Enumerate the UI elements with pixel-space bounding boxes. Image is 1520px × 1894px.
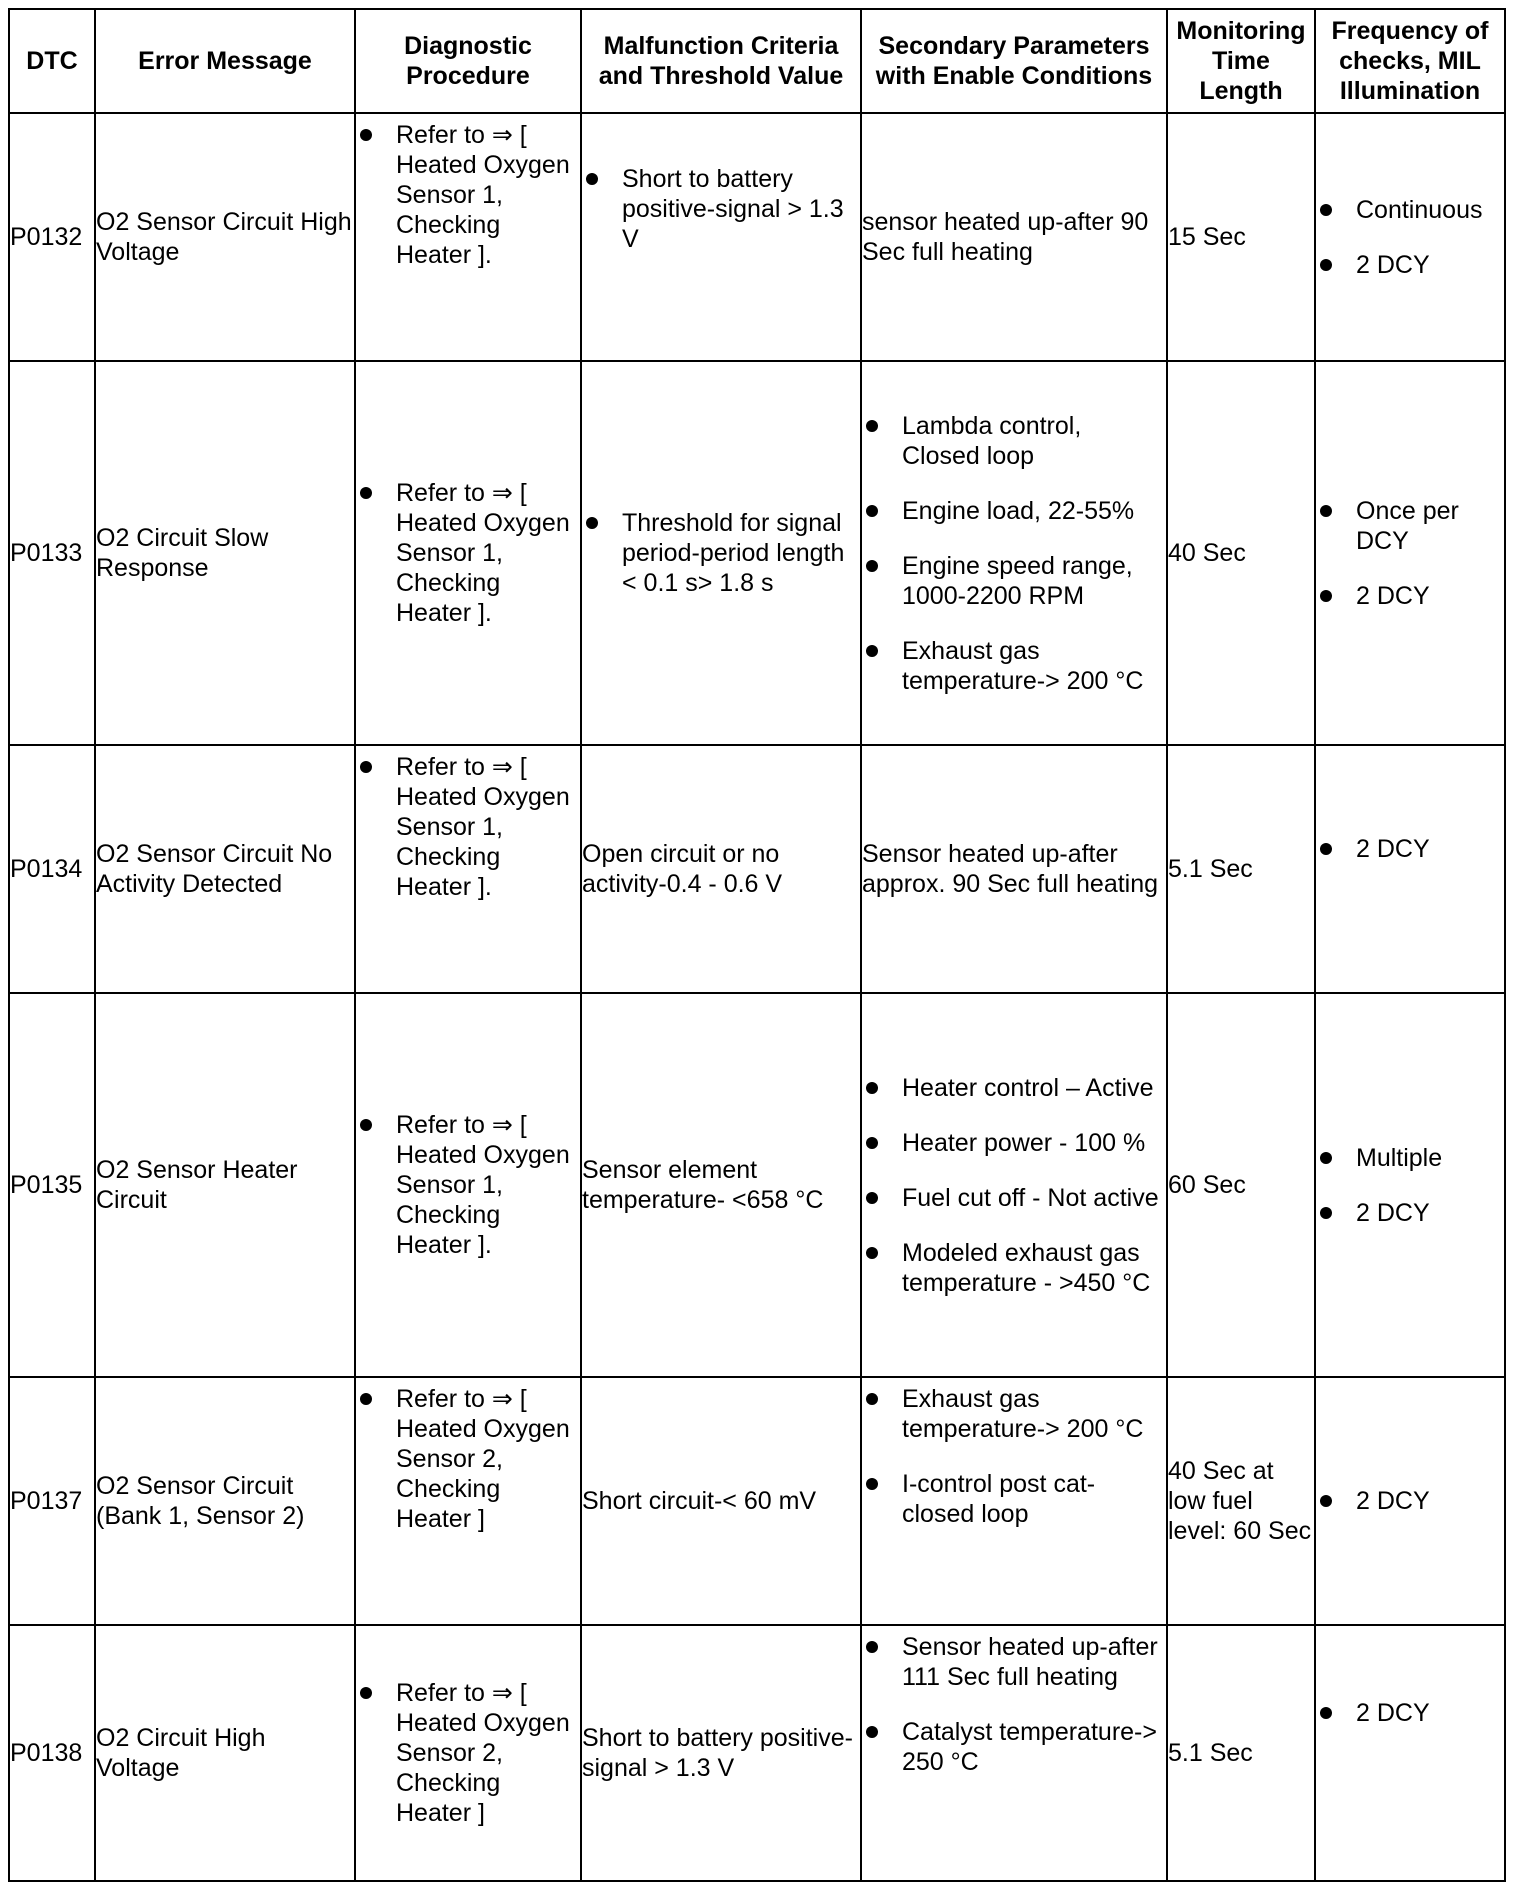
- list-item: I-control post cat-closed loop: [862, 1469, 1166, 1529]
- table-row: [9, 1625, 1505, 1881]
- dtc-table: [8, 8, 1506, 1882]
- frequency: [1315, 113, 1505, 361]
- header-monitoring-time: Monitoring Time Length: [1167, 9, 1315, 113]
- monitoring-time: 15 Sec: [1167, 113, 1315, 361]
- table-row: [9, 745, 1505, 993]
- secondary-parameters: [861, 1377, 1167, 1625]
- error-message: O2 Sensor Heater Circuit: [95, 993, 355, 1377]
- malfunction-criteria: Sensor element temperature- <658 °C: [581, 993, 861, 1377]
- list-item: Exhaust gas temperature-> 200 °C: [862, 636, 1166, 696]
- error-message: O2 Circuit Slow Response: [95, 361, 355, 745]
- header-error-message: Error Message: [95, 9, 355, 113]
- diagnostic-procedure: [355, 745, 581, 993]
- header-dtc: DTC: [9, 9, 95, 113]
- table-row: [9, 361, 1505, 745]
- list-item: Exhaust gas temperature-> 200 °C: [862, 1384, 1166, 1444]
- secondary-parameters: [861, 993, 1167, 1377]
- frequency: [1315, 993, 1505, 1377]
- malfunction-criteria: Open circuit or no activity-0.4 - 0.6 V: [581, 745, 861, 993]
- secondary-parameters: Sensor heated up-after approx. 90 Sec full heating: [861, 745, 1167, 993]
- error-message: O2 Sensor Circuit (Bank 1, Sensor 2): [95, 1377, 355, 1625]
- list-item: Refer to ⇒ [ Heated Oxygen Sensor 1, Checking Heater ].: [356, 478, 580, 628]
- list-item: 2 DCY: [1316, 1486, 1504, 1516]
- list-item: Refer to ⇒ [ Heated Oxygen Sensor 2, Checking Heater ]: [356, 1678, 580, 1828]
- header-row: [9, 9, 1505, 113]
- list-item: Engine speed range, 1000-2200 RPM: [862, 551, 1166, 611]
- dtc-code: P0138: [9, 1625, 95, 1881]
- diagnostic-procedure: [355, 361, 581, 745]
- list-item: 2 DCY: [1316, 834, 1504, 864]
- list-item: Engine load, 22-55%: [862, 496, 1166, 526]
- list-item: Lambda control, Closed loop: [862, 411, 1166, 471]
- dtc-code: P0134: [9, 745, 95, 993]
- table-row: [9, 1377, 1505, 1625]
- list-item: Threshold for signal period-period length < 0.1 s> 1.8 s: [582, 508, 860, 598]
- list-item: Refer to ⇒ [ Heated Oxygen Sensor 1, Checking Heater ].: [356, 1110, 580, 1260]
- header-secondary-parameters: Secondary Parameters with Enable Conditions: [861, 9, 1167, 113]
- list-item: Catalyst temperature-> 250 °C: [862, 1717, 1166, 1777]
- malfunction-criteria: [581, 361, 861, 745]
- list-item: Short to battery positive-signal > 1.3 V: [582, 164, 860, 254]
- list-item: Refer to ⇒ [ Heated Oxygen Sensor 2, Checking Heater ]: [356, 1384, 580, 1534]
- frequency: [1315, 1377, 1505, 1625]
- dtc-code: P0137: [9, 1377, 95, 1625]
- monitoring-time: 5.1 Sec: [1167, 745, 1315, 993]
- list-item: 2 DCY: [1316, 1198, 1504, 1228]
- diagnostic-procedure: [355, 1625, 581, 1881]
- list-item: 2 DCY: [1316, 581, 1504, 611]
- list-item: Multiple: [1316, 1143, 1504, 1173]
- secondary-parameters: sensor heated up-after 90 Sec full heating: [861, 113, 1167, 361]
- list-item: Refer to ⇒ [ Heated Oxygen Sensor 1, Checking Heater ].: [356, 752, 580, 902]
- monitoring-time: 40 Sec at low fuel level: 60 Sec: [1167, 1377, 1315, 1625]
- malfunction-criteria: Short circuit-< 60 mV: [581, 1377, 861, 1625]
- header-malfunction-criteria: Malfunction Criteria and Threshold Value: [581, 9, 861, 113]
- list-item: Refer to ⇒ [ Heated Oxygen Sensor 1, Checking Heater ].: [356, 120, 580, 270]
- monitoring-time: 40 Sec: [1167, 361, 1315, 745]
- secondary-parameters: [861, 1625, 1167, 1881]
- list-item: 2 DCY: [1316, 1698, 1504, 1728]
- list-item: Modeled exhaust gas temperature - >450 °C: [862, 1238, 1166, 1298]
- table-row: [9, 993, 1505, 1377]
- frequency: [1315, 745, 1505, 993]
- diagnostic-procedure: [355, 1377, 581, 1625]
- diagnostic-procedure: [355, 113, 581, 361]
- list-item: Continuous: [1316, 195, 1504, 225]
- header-diagnostic-procedure: Diagnostic Procedure: [355, 9, 581, 113]
- header-frequency: Frequency of checks, MIL Illumination: [1315, 9, 1505, 113]
- malfunction-criteria: Short to battery positive-signal > 1.3 V: [581, 1625, 861, 1881]
- dtc-code: P0132: [9, 113, 95, 361]
- error-message: O2 Sensor Circuit No Activity Detected: [95, 745, 355, 993]
- diagnostic-procedure: [355, 993, 581, 1377]
- frequency: [1315, 361, 1505, 745]
- dtc-code: P0135: [9, 993, 95, 1377]
- frequency: [1315, 1625, 1505, 1881]
- monitoring-time: 5.1 Sec: [1167, 1625, 1315, 1881]
- list-item: Fuel cut off - Not active: [862, 1183, 1166, 1213]
- list-item: Once per DCY: [1316, 496, 1504, 556]
- list-item: Sensor heated up-after 111 Sec full heating: [862, 1632, 1166, 1692]
- list-item: Heater control – Active: [862, 1073, 1166, 1103]
- dtc-code: P0133: [9, 361, 95, 745]
- error-message: O2 Sensor Circuit High Voltage: [95, 113, 355, 361]
- list-item: 2 DCY: [1316, 250, 1504, 280]
- table-row: [9, 113, 1505, 361]
- monitoring-time: 60 Sec: [1167, 993, 1315, 1377]
- malfunction-criteria: [581, 113, 861, 361]
- secondary-parameters: [861, 361, 1167, 745]
- list-item: Heater power - 100 %: [862, 1128, 1166, 1158]
- error-message: O2 Circuit High Voltage: [95, 1625, 355, 1881]
